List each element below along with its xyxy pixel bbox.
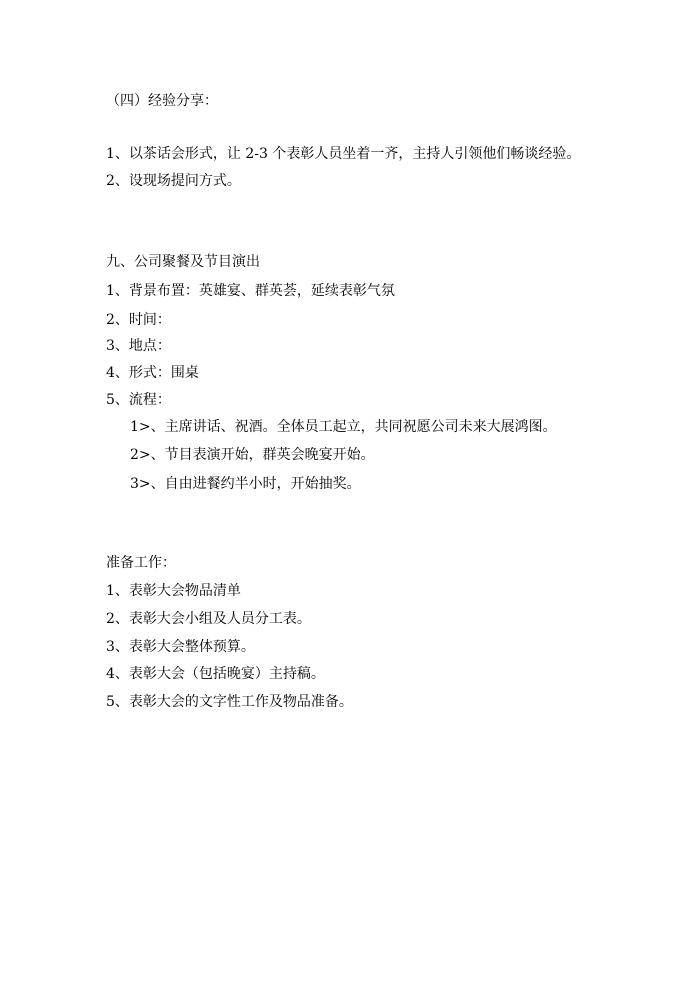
list-item: 1、背景布置：英雄宴、群英荟，延续表彰气氛 [106,283,395,299]
list-item: 1、以茶话会形式，让 2-3 个表彰人员坐着一齐，主持人引领他们畅谈经验。 [106,146,581,162]
list-item: 3、地点： [106,338,171,354]
list-item: 4、形式：围桌 [106,365,199,381]
list-item: 2、表彰大会小组及人员分工表。 [106,611,311,627]
section-heading-experience-sharing: （四）经验分享： [106,93,218,109]
list-item: 5、表彰大会的文字性工作及物品准备。 [106,694,353,710]
list-item: 3、表彰大会整体预算。 [106,639,255,655]
section-heading-preparation: 准备工作： [106,555,176,571]
flow-step: 3>、自由进餐约半小时，开始抽奖。 [130,476,361,492]
list-item: 1、表彰大会物品清单 [106,583,241,599]
list-item: 4、表彰大会（包括晚宴）主持稿。 [106,666,325,682]
list-item: 2、设现场提问方式。 [106,173,241,189]
section-heading-dinner-performance: 九、公司聚餐及节目演出 [106,254,260,270]
flow-step: 1>、主席讲话、祝酒。全体员工起立，共同祝愿公司未来大展鸿图。 [130,419,557,435]
list-item: 5、流程： [106,392,171,408]
list-item: 2、时间： [106,312,171,328]
flow-step: 2>、节目表演开始，群英会晚宴开始。 [130,447,375,463]
